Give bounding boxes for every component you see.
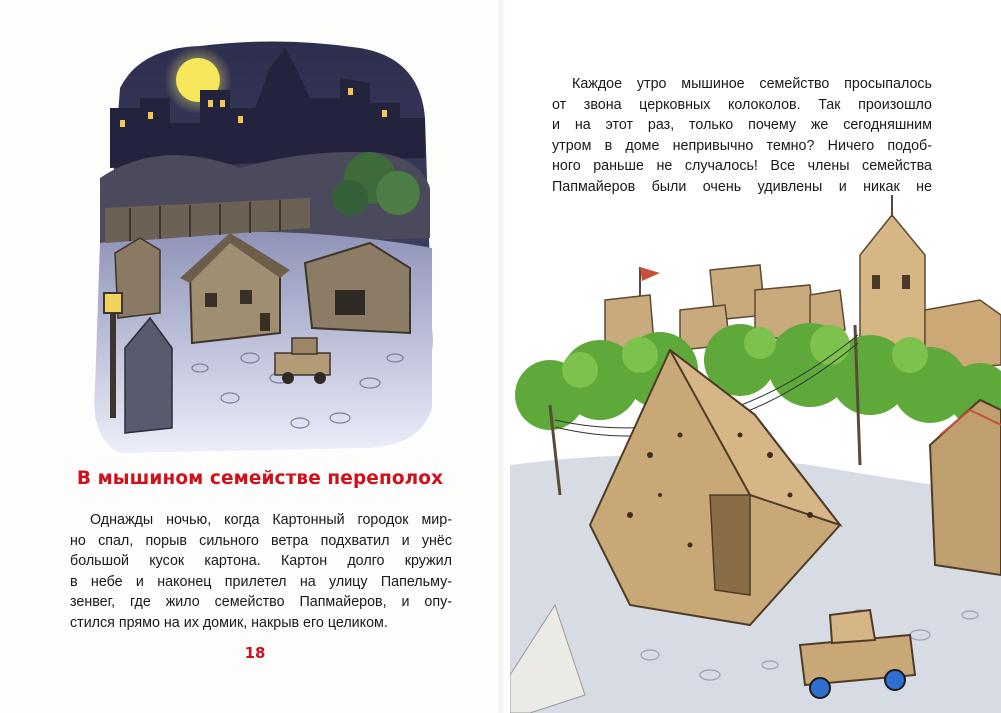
paragraph-line: от звона церковных колоколов. Так произошло bbox=[552, 96, 932, 113]
paragraph-line: зенвег, где жило семейство Папмайеров, и опу- bbox=[70, 594, 452, 611]
paragraph-line: и на этот раз, только почему же сегодняшним bbox=[552, 117, 932, 134]
left-page bbox=[0, 0, 500, 713]
paragraph-line: Папмайеров были очень удивлены и никак не bbox=[552, 178, 932, 195]
paragraph-line: Однажды ночью, когда Картонный городок мир- bbox=[90, 512, 452, 528]
paragraph-line: ного раньше не случалось! Все члены семейства bbox=[552, 158, 932, 175]
paragraph-line: большой кусок картона. Картон долго кружил bbox=[70, 553, 452, 570]
chapter-title: В мышином семействе переполох bbox=[76, 468, 444, 489]
paragraph-line: стился прямо на их домик, накрыв его целиком. bbox=[70, 614, 388, 631]
paragraph-line: в небе и наконец прилетел на улицу Папельму- bbox=[70, 573, 452, 590]
paragraph-line: Каждое утро мышиное семейство просыпалось bbox=[572, 76, 932, 92]
day-cardboard-town-illustration bbox=[510, 195, 1001, 713]
paragraph-line: но спал, порыв сильного ветра подхватил и унёс bbox=[70, 532, 452, 549]
book-gutter bbox=[497, 0, 505, 713]
paragraph-line: утром в доме непривычно темно? Ничего подоб- bbox=[552, 137, 932, 154]
page-number: 18 bbox=[244, 644, 266, 662]
left-page-paragraph bbox=[70, 510, 452, 634]
night-cardboard-town-illustration bbox=[80, 28, 440, 458]
